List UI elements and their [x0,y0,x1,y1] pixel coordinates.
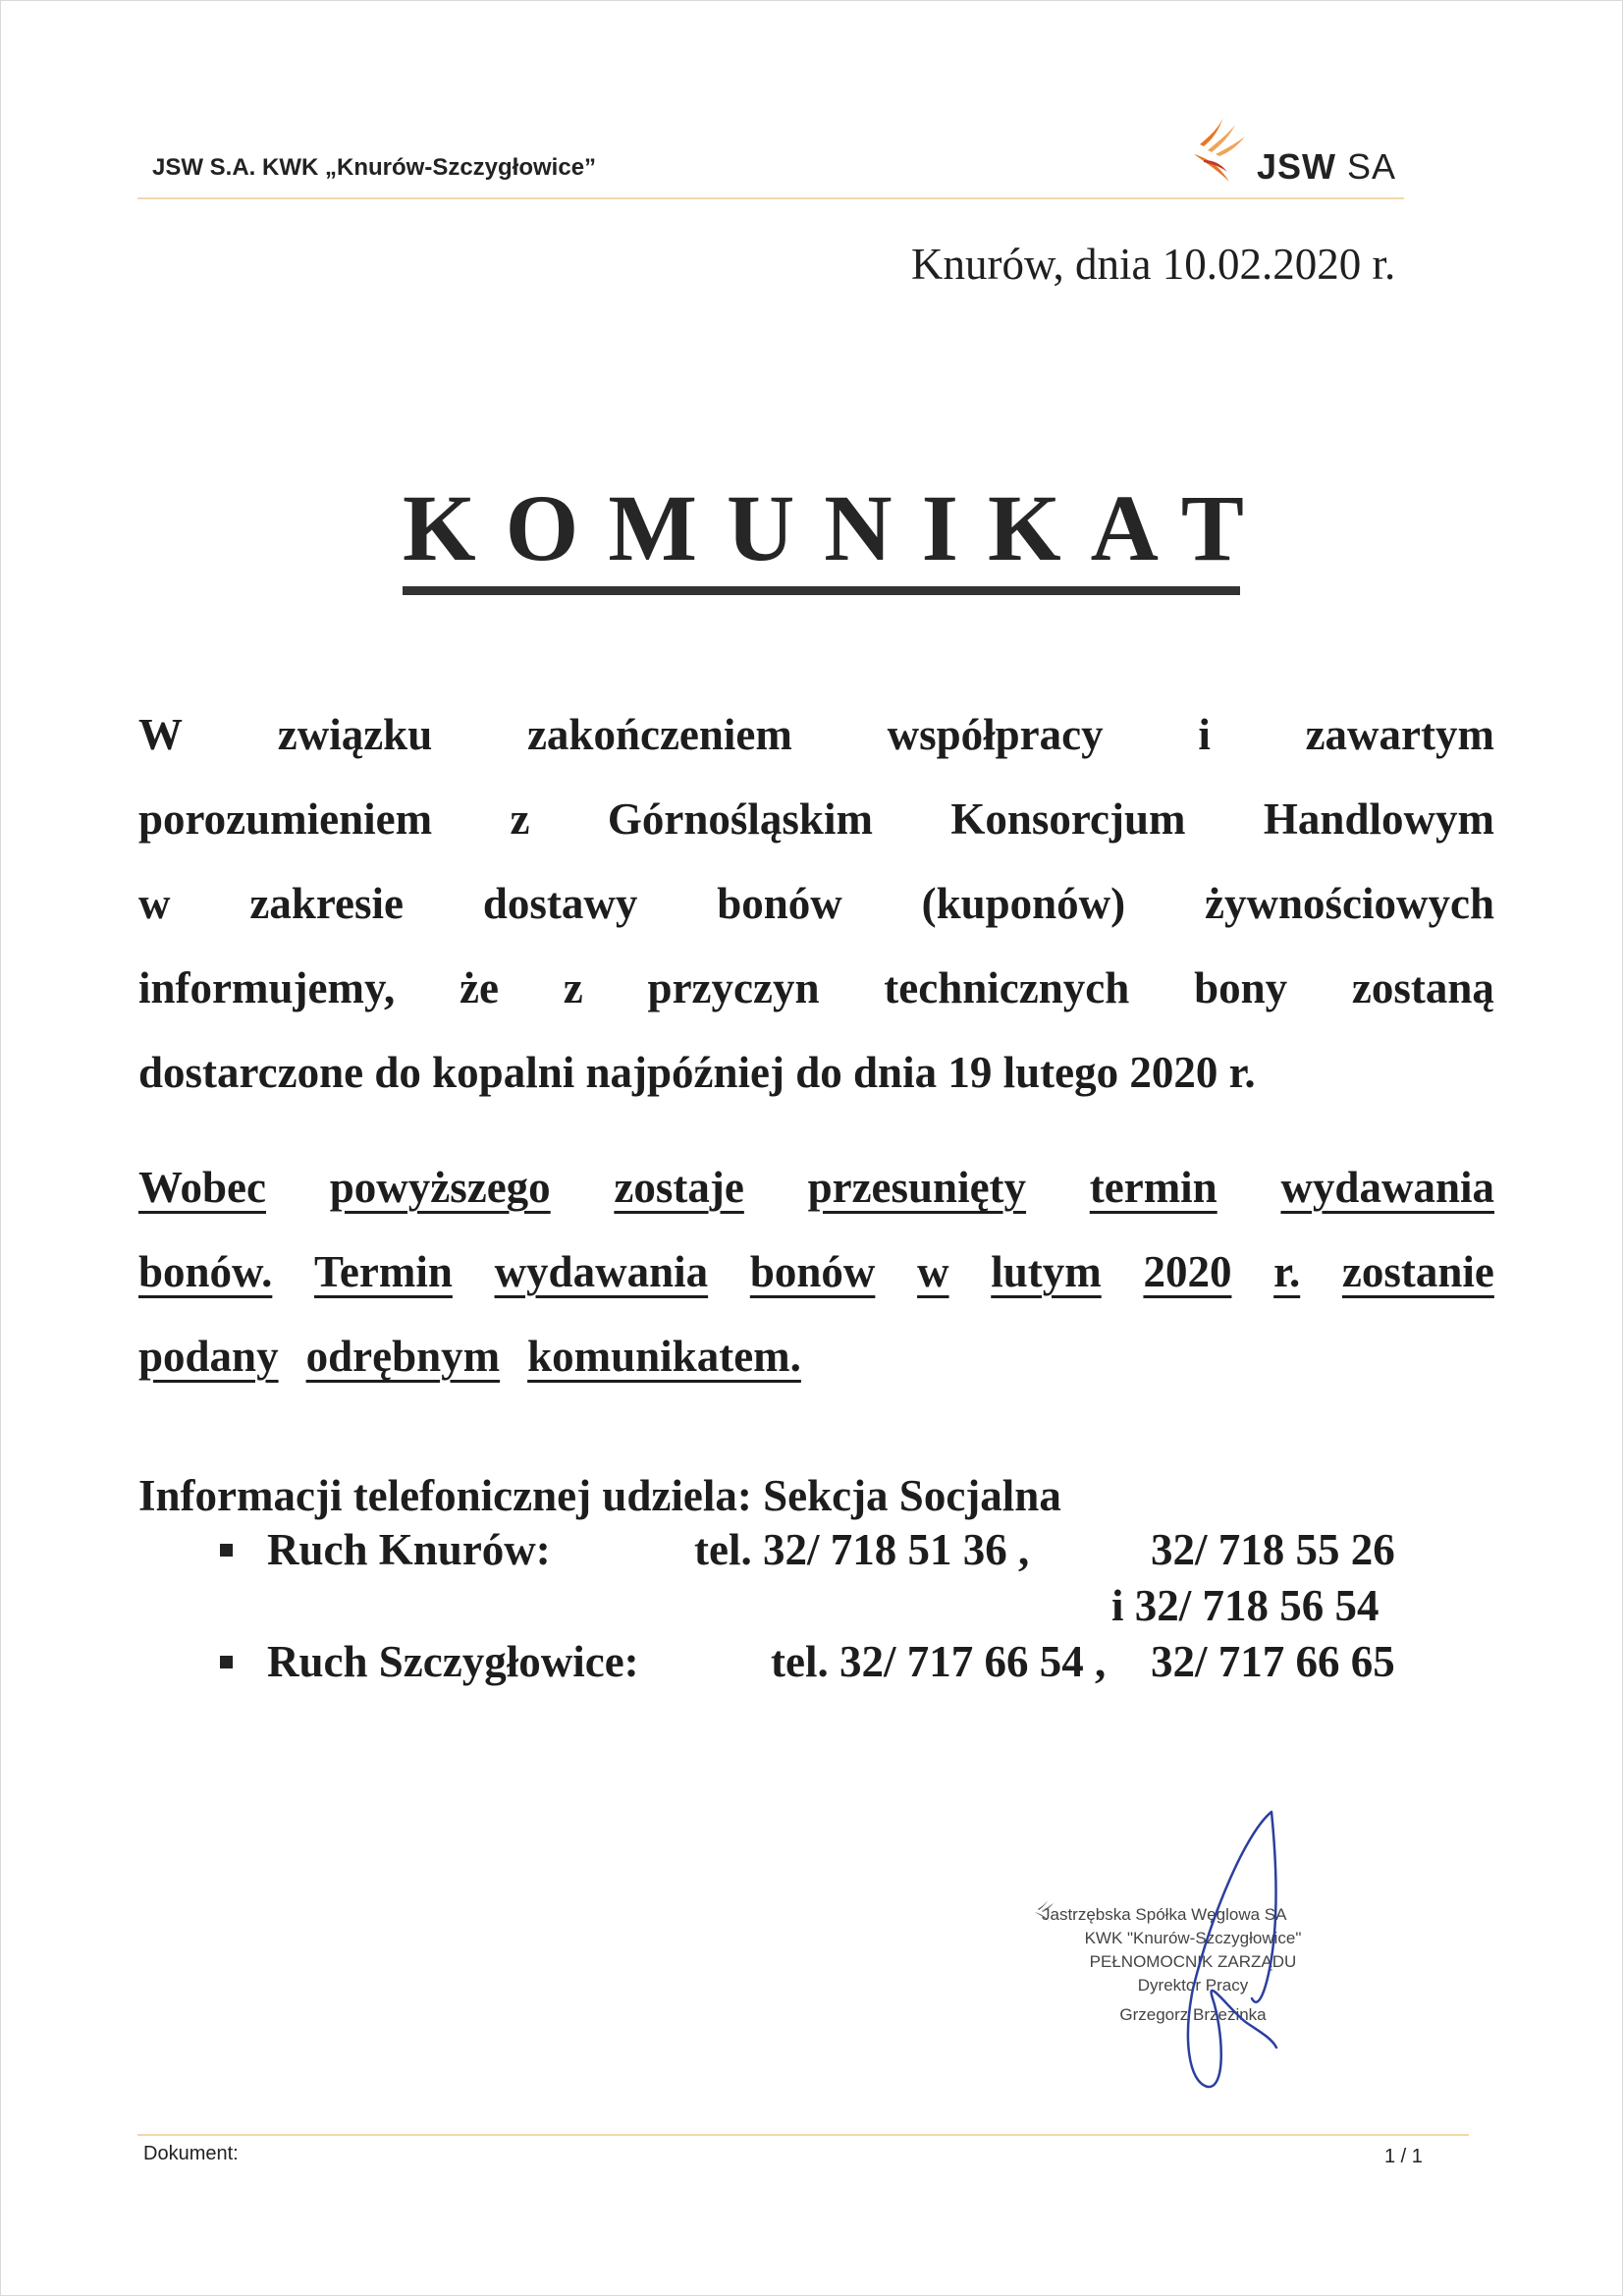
word: wydawania [494,1247,709,1296]
stamp-line: Dyrektor Pracy [1137,1976,1249,1995]
word: bonów. [138,1247,273,1296]
word: podany [138,1332,279,1381]
word: w [917,1247,949,1296]
word: Termin [314,1247,453,1296]
word: Wobec [138,1163,266,1212]
word: informujemy, [138,963,396,1012]
word: żywnościowych [1205,879,1494,928]
text-line [138,709,1494,793]
contact-phone: 32/ 718 55 26 [1151,1525,1395,1574]
footer-document-label: Dokument: [143,2143,239,2164]
document-date: Knurów, dnia 10.02.2020 r. [911,240,1396,289]
text-line [138,962,1494,1047]
word: powyższego [329,1163,551,1212]
info-title: Informacji telefonicznej udziela: Sekcja Socjalna [138,1471,1061,1520]
word: lutym [991,1247,1102,1296]
word: bonów [749,1247,876,1296]
contact-phone: tel. 32/ 718 51 36 , [694,1525,1030,1574]
word: przyczyn [647,963,820,1012]
word: technicznych [884,963,1130,1012]
word: bony [1194,963,1288,1012]
text-line [138,1047,1494,1131]
text-line [138,878,1494,962]
word: że [460,963,499,1012]
paragraph-2 [138,1162,1494,1415]
logo-text: JSW SA [1257,146,1397,187]
contact-phone: tel. 32/ 717 66 54 , [771,1637,1107,1686]
word: termin [1089,1163,1217,1212]
footer-divider [137,2134,1469,2136]
word: i [1198,710,1211,759]
word: W [138,710,183,759]
text-line [138,1246,1494,1331]
word: Górnośląskim [607,794,873,844]
text-line [138,793,1494,878]
word: (kuponów) [921,879,1126,928]
word: odrębnym [305,1332,501,1381]
contact-phone: i 32/ 718 56 54 [1111,1581,1380,1630]
word: współpracy [887,710,1104,759]
text-line [138,1162,1494,1246]
company-header: JSW S.A. KWK „Knurów-Szczygłowice” [152,154,597,181]
word: dostarczone do kopalni najpóźniej do dnia 19 lutego 2020 r. [138,1048,1256,1097]
word: zawartym [1305,710,1494,759]
word: zakończeniem [526,710,792,759]
word: z [510,794,530,844]
stamp-line: PEŁNOMOCNIK ZARZĄDU [1089,1952,1297,1971]
word: z [563,963,583,1012]
stamp-line: Jastrzębska Spółka Węglowa SA [1042,1905,1287,1924]
stamp-line: KWK "Knurów-Szczygłowice" [1084,1929,1302,1947]
word: dostawy [482,879,638,928]
bullet-icon [220,1656,233,1668]
word: zostaną [1351,963,1494,1012]
word: zostanie [1341,1247,1494,1296]
word: 2020 [1143,1247,1232,1296]
contact-name: Ruch Knurów: [267,1525,551,1574]
word: zakresie [249,879,404,928]
word: związku [277,710,433,759]
word: przesunięty [807,1163,1027,1212]
company-logo [1190,115,1406,193]
stamp-line: Grzegorz Brzezinka [1119,2005,1267,2024]
word: porozumieniem [138,794,433,844]
text-line [138,1331,1494,1415]
contact-phone: 32/ 717 66 65 [1151,1637,1395,1686]
footer-page-number: 1 / 1 [1384,2146,1423,2167]
document-title: KOMUNIKAT [403,475,1273,580]
word: Konsorcjum [950,794,1186,844]
word: komunikatem. [527,1332,801,1381]
word: w [138,879,171,928]
bullet-icon [220,1544,233,1557]
official-stamp [1036,1903,1350,2027]
header-divider [137,197,1404,199]
word: wydawania [1280,1163,1494,1212]
title-underline [403,586,1240,595]
paragraph-1 [138,709,1494,1131]
word: bonów [717,879,842,928]
word: Handlowym [1263,794,1494,844]
word: r. [1273,1247,1301,1296]
jsw-flame-logo-icon [1190,115,1253,190]
word: zostaje [614,1163,744,1212]
contact-name: Ruch Szczygłowice: [267,1637,639,1686]
